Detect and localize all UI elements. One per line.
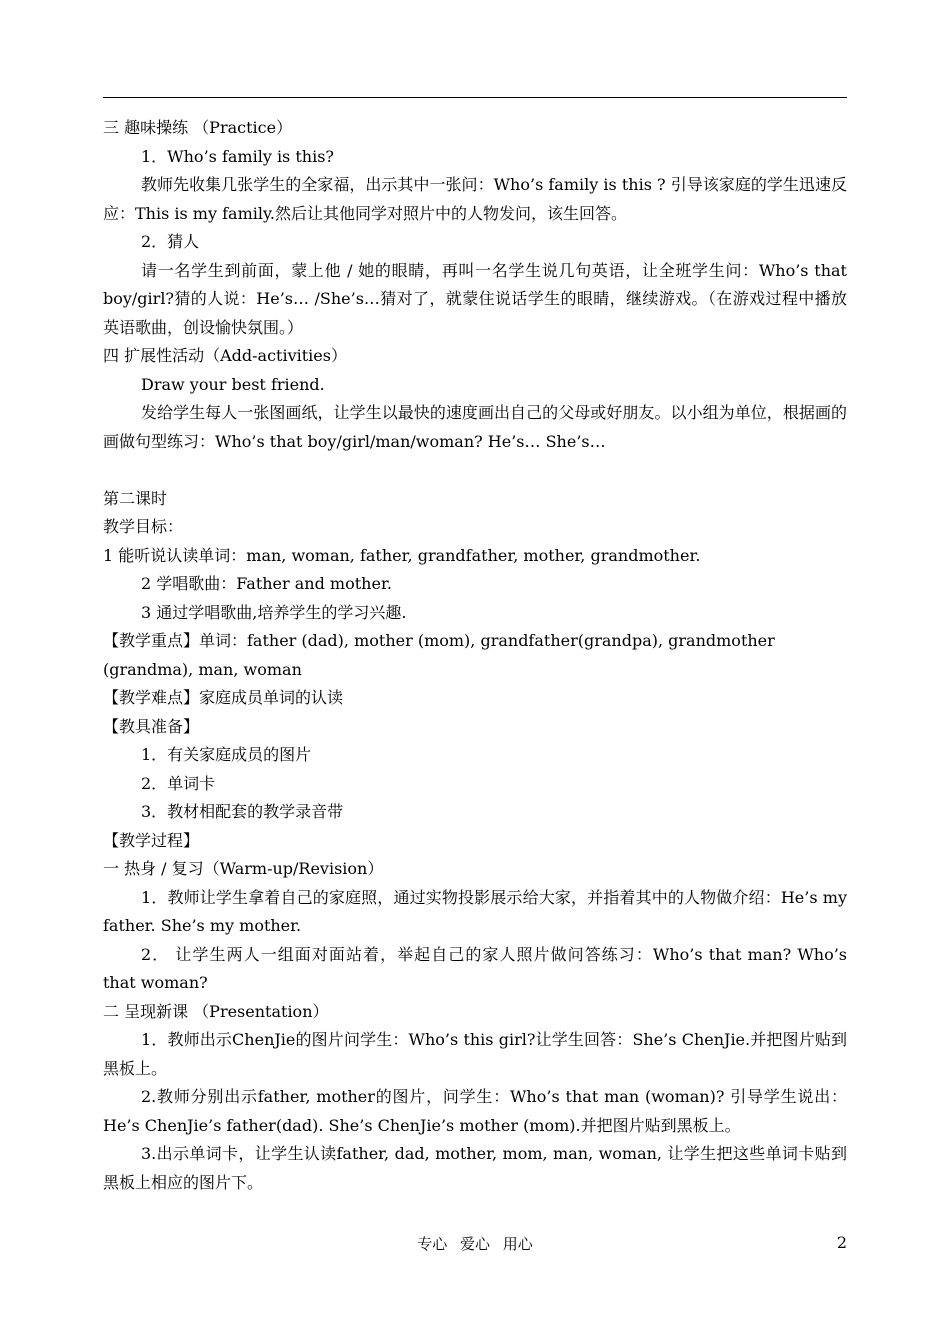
text-line: 2．猜人 (141, 232, 200, 251)
text-line: 3 通过学唱歌曲,培养学生的学习兴趣. (141, 602, 407, 622)
text-line: 2.教师分别出示father, mother的图片，问学生：Who’s that man (woman)? 引导学生说出：He’s ChenJie’s father(dad). She’s ChenJie’s mother (mom).并把图片贴到黑板上。 (103, 1087, 847, 1135)
text-line: 2 学唱歌曲：Father and mother. (141, 574, 392, 593)
text-line: 四 扩展性活动（Add-activities） (103, 346, 347, 365)
text-line: 【教学重点】单词：father (dad), mother (mom), grandfather(grandpa), grandmother (grandma), man, woman (103, 631, 775, 679)
text-line: 1．有关家庭成员的图片 (141, 745, 312, 764)
text-line: 【教学过程】 (103, 830, 200, 850)
page-footer (0, 1233, 950, 1257)
text-line: 发给学生每人一张图画纸，让学生以最快的速度画出自己的父母或好朋友。以小组为单位，根据画的画做句型练习：Who’s that boy/girl/man/woman? He’s… She’s… (103, 403, 847, 451)
text-line: 【教学难点】家庭成员单词的认读 (103, 688, 344, 707)
text-line: 1 能听说认读单词：man, woman, father, grandfather, mother, grandmother. (103, 545, 701, 565)
blank-line (103, 456, 847, 485)
document-body (103, 114, 847, 1197)
text-line: 第二课时 (103, 488, 168, 508)
text-line: 一 热身 / 复习（Warm-up/Revision） (103, 859, 384, 878)
text-line: 请一名学生到前面，蒙上他 / 她的眼睛，再叫一名学生说几句英语，让全班学生问：Who’s that boy/girl?猜的人说：He’s… /She’s…猜对了，就蒙住说话学生的眼睛，继续游戏。（在游戏过程中播放英语歌曲，创设愉快氛围。） (103, 260, 847, 337)
text-line: Draw your best friend. (141, 374, 325, 394)
footer-motto: 专心 爱心 用心 (417, 1235, 533, 1253)
text-line: 3.出示单词卡，让学生认读father, dad, mother, mom, man, woman, 让学生把这些单词卡贴到黑板上相应的图片下。 (103, 1144, 847, 1192)
text-line: 2． 让学生两人一组面对面站着，举起自己的家人照片做问答练习：Who’s that man? Who’s that woman? (103, 944, 847, 992)
text-line: 3．教材相配套的教学录音带 (141, 802, 344, 821)
text-line: 二 呈现新课 （Presentation） (103, 1001, 329, 1021)
text-line: 教学目标： (103, 517, 184, 536)
text-line: 1．教师出示ChenJie的图片问学生：Who’s this girl?让学生回答：She’s ChenJie.并把图片贴到黑板上。 (103, 1030, 847, 1078)
text-line: 教师先收集几张学生的全家福，出示其中一张问：Who’s family is this ? 引导该家庭的学生迅速反应：This is my family.然后让其他同学对照片中的人物发问，该生回答。 (103, 175, 847, 223)
text-line: 1．Who’s family is this? (141, 146, 334, 166)
header-rule (103, 97, 847, 98)
page-number: 2 (836, 1233, 847, 1252)
text-line: 1．教师让学生拿着自己的家庭照，通过实物投影展示给大家，并指着其中的人物做介绍：He’s my father. She’s my mother. (103, 887, 847, 935)
text-line: 【教具准备】 (103, 716, 200, 736)
text-line: 2．单词卡 (141, 773, 216, 793)
text-line: 三 趣味操练 （Practice） (103, 118, 293, 137)
